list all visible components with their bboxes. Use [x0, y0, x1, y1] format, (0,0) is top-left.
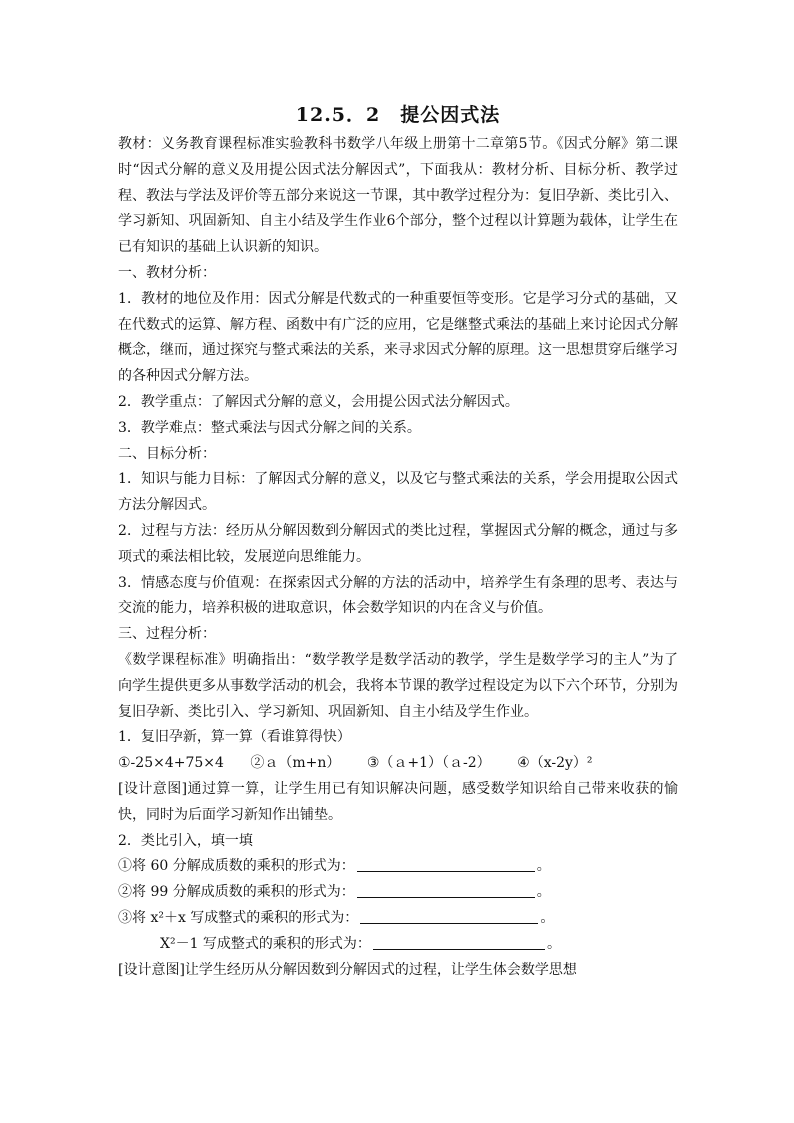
fill-item-end: 。	[546, 935, 561, 952]
page-title: 12.5．2 提公因式法	[295, 104, 501, 126]
fill-item-prompt: X²－1 写成整式的乘积的形式为：	[160, 935, 371, 952]
document-page	[118, 100, 678, 983]
teaching-difficulty-paragraph: 3．教学难点：整式乘法与因式分解之间的关系。	[118, 419, 421, 436]
section-heading-goals: 二、目标分析：	[118, 445, 216, 462]
calc-item: ①-25×4+75×4	[118, 755, 224, 772]
calc-item: ④（x-2y）²	[517, 755, 593, 772]
review-step-heading: 1．复旧孕新，算一算（看谁算得快）	[118, 729, 351, 746]
section-heading-process: 三、过程分析：	[118, 626, 216, 643]
knowledge-goal-paragraph: 1．知识与能力目标：了解因式分解的意义，以及它与整式乘法的关系，学会用提取公因式方法分解因式。	[118, 471, 678, 514]
section-heading-material: 一、教材分析：	[118, 264, 216, 281]
answer-blank[interactable]	[360, 909, 538, 924]
material-position-paragraph: 1．教材的地位及作用：因式分解是代数式的一种重要恒等变形。它是学习分式的基础，又在代数式的运算、解方程、函数中有广泛的应用，它是继整式乘法的基础上来讨论因式分解概念，继而，通过探究与整式乘法的关系，来寻求因式分解的原理。这一思想贯穿后继学习的各种因式分解方法。	[118, 290, 678, 385]
answer-blank[interactable]	[357, 857, 535, 872]
curriculum-standard-paragraph: 《数学课程标准》明确指出：“数学教学是数学活动的教学，学生是数学学习的主人”为了向学生提供更多从事数学活动的机会，我将本节课的教学过程设定为以下六个环节，分别为复旧孕新、类比引入、学习新知、巩固新知、自主小结及学生作业。	[118, 651, 678, 720]
fill-item-end: 。	[536, 858, 551, 875]
fill-item	[118, 854, 678, 880]
answer-blank[interactable]	[373, 935, 545, 950]
calc-item: ②ａ（m+n）	[250, 755, 341, 772]
answer-blank[interactable]	[357, 883, 535, 898]
intro-paragraph: 教材：义务教育课程标准实验教科书数学八年级上册第十二章第5节。《因式分解》第二课时“因式分解的意义及用提公因式法分解因式”，下面我从：教材分析、目标分析、教学过程、教法与学法及评价等五部分来说这一节课，其中教学过程分为：复旧孕新、类比引入、学习新知、巩固新知、自主小结及学生作业6个部分，整个过程以计算题为载体，让学生在已有知识的基础上认识新的知识。	[118, 136, 678, 256]
calc-items-row	[118, 751, 678, 777]
calc-item: ③（ａ+1）（ａ-2）	[366, 755, 491, 772]
fill-item-prompt: ②将 99 分解成质数的乘积的形式为：	[118, 884, 355, 901]
teaching-focus-paragraph: 2．教学重点：了解因式分解的意义，会用提公因式法分解因式。	[118, 393, 519, 410]
design-intent-paragraph-2: [设计意图]让学生经历从分解因数到分解因式的过程，让学生体会数学思想	[118, 961, 577, 978]
process-method-paragraph: 2．过程与方法：经历从分解因数到分解因式的类比过程，掌握因式分解的概念，通过与多项式的乘法相比较，发展逆向思维能力。	[118, 522, 678, 565]
fill-item-end: 。	[536, 884, 551, 901]
fill-item-end: 。	[540, 909, 555, 926]
analogy-step-heading: 2．类比引入，填一填	[118, 832, 253, 849]
attitude-values-paragraph: 3．情感态度与价值观：在探索因式分解的方法的活动中，培养学生有条理的思考、表达与交流的能力，培养积极的进取意识，体会数学知识的内在含义与价值。	[118, 574, 678, 617]
fill-item	[118, 906, 678, 932]
design-intent-paragraph: [设计意图]通过算一算，让学生用已有知识解决问题，感受数学知识给自己带来收获的愉快，同时为后面学习新知作出铺垫。	[118, 780, 678, 823]
fill-item-prompt: ③将 x²＋x 写成整式的乘积的形式为：	[118, 909, 359, 926]
fill-item	[118, 932, 678, 958]
fill-item-prompt: ①将 60 分解成质数的乘积的形式为：	[118, 858, 355, 875]
fill-item	[118, 880, 678, 906]
